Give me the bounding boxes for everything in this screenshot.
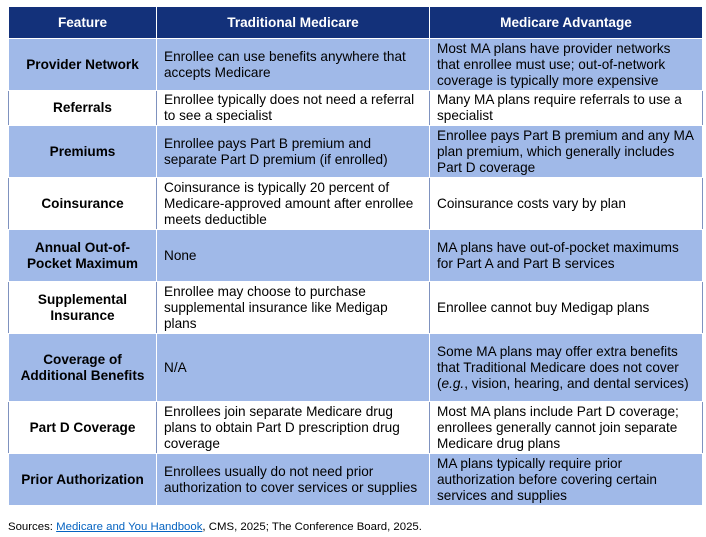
advantage-text-post: , vision, hearing, and dental services) [464, 375, 689, 391]
table-row [9, 334, 703, 402]
traditional-cell: N/A [157, 334, 430, 402]
feature-cell: Coverage of Additional Benefits [9, 334, 157, 402]
advantage-text-pre: Some MA plans may offer extra benefits that Traditional Medicare does not cover ( [437, 343, 679, 391]
advantage-cell: MA plans have out-of-pocket maximums for Part A and Part B services [430, 230, 703, 282]
advantage-cell: MA plans typically require prior authorization before covering certain services and supplies [430, 454, 703, 506]
table-row [9, 402, 703, 454]
table-header [9, 7, 703, 39]
feature-cell: Part D Coverage [9, 402, 157, 454]
table-row [9, 91, 703, 126]
advantage-cell: Most MA plans have provider networks that enrollee must use; out-of-network coverage is typically more expensive [430, 39, 703, 91]
table-row [9, 126, 703, 178]
feature-cell: Provider Network [9, 39, 157, 91]
feature-cell: Coinsurance [9, 178, 157, 230]
feature-cell: Referrals [9, 91, 157, 126]
traditional-cell: None [157, 230, 430, 282]
header-row [9, 7, 703, 39]
advantage-cell: Most MA plans include Part D coverage; enrollees generally cannot join separate Medicare drug plans [430, 402, 703, 454]
advantage-cell: Enrollee cannot buy Medigap plans [430, 282, 703, 334]
traditional-cell: Enrollee may choose to purchase supplemental insurance like Medigap plans [157, 282, 430, 334]
sources-prefix: Sources: [8, 521, 57, 533]
traditional-cell: Enrollee can use benefits anywhere that accepts Medicare [157, 39, 430, 91]
traditional-cell: Enrollees join separate Medicare drug plans to obtain Part D prescription drug coverage [157, 402, 430, 454]
advantage-cell: Coinsurance costs vary by plan [430, 178, 703, 230]
advantage-cell: Many MA plans require referrals to use a specialist [430, 91, 703, 126]
handbook-link[interactable]: Medicare and You Handbook [56, 521, 203, 533]
table-body [9, 39, 703, 506]
table-row [9, 282, 703, 334]
medicare-comparison-table [8, 6, 703, 506]
advantage-cell: Enrollee pays Part B premium and any MA plan premium, which generally includes Part D coverage [430, 126, 703, 178]
traditional-cell: Enrollee typically does not need a referral to see a specialist [157, 91, 430, 126]
advantage-cell [430, 334, 703, 402]
header-feature: Feature [9, 7, 157, 39]
header-medicare-advantage: Medicare Advantage [430, 7, 703, 39]
sources-suffix: , CMS, 2025; The Conference Board, 2025. [202, 521, 422, 533]
table-row [9, 39, 703, 91]
header-traditional-medicare: Traditional Medicare [157, 7, 430, 39]
advantage-text-italic: e.g. [441, 375, 465, 391]
table-row [9, 454, 703, 506]
feature-cell: Supplemental Insurance [9, 282, 157, 334]
feature-cell: Annual Out-of-Pocket Maximum [9, 230, 157, 282]
traditional-cell: Enrollee pays Part B premium and separate Part D premium (if enrolled) [157, 126, 430, 178]
feature-cell: Premiums [9, 126, 157, 178]
sources-note [8, 521, 422, 534]
table-row [9, 230, 703, 282]
traditional-cell: Coinsurance is typically 20 percent of Medicare-approved amount after enrollee meets deductible [157, 178, 430, 230]
feature-cell: Prior Authorization [9, 454, 157, 506]
table-row [9, 178, 703, 230]
traditional-cell: Enrollees usually do not need prior authorization to cover services or supplies [157, 454, 430, 506]
